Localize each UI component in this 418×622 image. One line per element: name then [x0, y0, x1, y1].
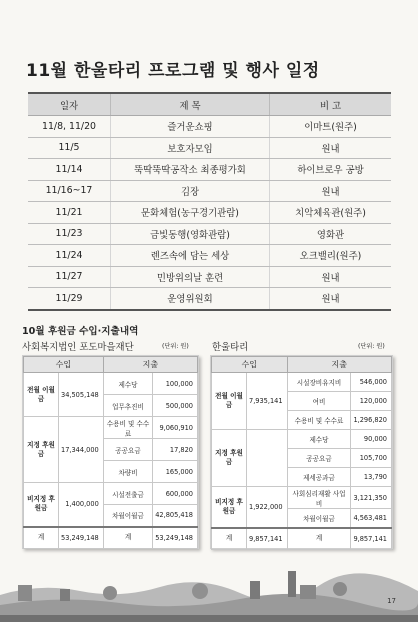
cell-date: 11/27: [28, 266, 111, 288]
expense-amount: 4,563,481: [351, 509, 392, 528]
landscape-illustration: [0, 565, 418, 622]
income-amount: 17,344,000: [59, 417, 104, 483]
cell-title: 운영위원회: [111, 288, 270, 310]
left-finance-table: [23, 356, 198, 549]
left-unit-label: (단위: 원): [162, 343, 189, 350]
schedule-table: [28, 92, 391, 311]
cell-date: 11/5: [28, 137, 111, 159]
cell-title: 보호자모임: [111, 137, 270, 159]
cell-title: 김장: [111, 180, 270, 202]
table-row: [28, 245, 391, 267]
income-amount: 7,935,141: [247, 373, 288, 430]
left-finance-card: [22, 355, 199, 549]
header-note: 비 고: [270, 93, 392, 116]
table-row: [28, 266, 391, 288]
cell-note: 이마트(원주): [270, 116, 392, 138]
cell-date: 11/16~17: [28, 180, 111, 202]
expense-item: 수용비 및 수수료: [103, 417, 152, 439]
income-header: 수입: [24, 357, 104, 373]
expense-item: 제수당: [103, 373, 152, 395]
income-amount: 1,922,000: [247, 487, 288, 528]
cell-note: 치악체육관(원주): [270, 202, 392, 224]
expense-item: 사회심리재활 사업비: [287, 487, 351, 509]
category-carryover: 전월 이월금: [24, 373, 59, 417]
finance-section-title: 10월 후원금 수입·지출내역: [22, 326, 139, 337]
cell-note: 원내: [270, 266, 392, 288]
category-carryover: 전월 이월금: [212, 373, 247, 430]
expense-item: 수용비 및 수수료: [287, 411, 351, 430]
income-amount: 34,505,148: [59, 373, 104, 417]
schedule-header-row: [28, 93, 391, 116]
right-unit-label: (단위: 원): [358, 343, 385, 350]
expense-amount: 17,820: [153, 439, 198, 461]
cell-title: 문화체험(농구경기관람): [111, 202, 270, 224]
income-amount: 1,400,000: [59, 483, 104, 527]
income-header: 수입: [212, 357, 288, 373]
total-expense: 53,249,148: [153, 527, 198, 549]
header-title: 제 목: [111, 93, 270, 116]
cell-note: 영화관: [270, 223, 392, 245]
cell-date: 11/8, 11/20: [28, 116, 111, 138]
total-label: 계: [103, 527, 152, 549]
cell-date: 11/23: [28, 223, 111, 245]
cell-date: 11/14: [28, 159, 111, 181]
expense-amount: 42,805,418: [153, 505, 198, 527]
table-row: [28, 202, 391, 224]
total-label: 계: [212, 528, 247, 550]
cell-title: 렌즈속에 담는 세상: [111, 245, 270, 267]
expense-amount: 105,700: [351, 449, 392, 468]
cell-date: 11/21: [28, 202, 111, 224]
total-income: 9,857,141: [247, 528, 288, 550]
expense-amount: 165,000: [153, 461, 198, 483]
expense-item: 차량비: [103, 461, 152, 483]
cell-title: 민방위의날 훈련: [111, 266, 270, 288]
expense-item: 업무추진비: [103, 395, 152, 417]
expense-amount: 9,060,910: [153, 417, 198, 439]
expense-item: 시설전출금: [103, 483, 152, 505]
expense-header: 지출: [287, 357, 391, 373]
expense-header: 지출: [103, 357, 197, 373]
total-expense: 9,857,141: [351, 528, 392, 550]
cell-note: 원내: [270, 288, 392, 310]
cell-title: 즐거운쇼핑: [111, 116, 270, 138]
category-designated: 지정 후원금: [212, 430, 247, 487]
table-row: [28, 159, 391, 181]
right-finance-card: [210, 355, 393, 549]
expense-amount: 100,000: [153, 373, 198, 395]
expense-amount: 120,000: [351, 392, 392, 411]
expense-item: 차월이월금: [287, 509, 351, 528]
expense-item: 공공요금: [287, 449, 351, 468]
table-row: [28, 223, 391, 245]
total-income: 53,249,148: [59, 527, 104, 549]
expense-amount: 600,000: [153, 483, 198, 505]
expense-amount: 90,000: [351, 430, 392, 449]
total-label: 계: [287, 528, 351, 550]
page-title: 11월 한울타리 프로그램 및 행사 일정: [26, 61, 320, 81]
header-date: 일자: [28, 93, 111, 116]
total-label: 계: [24, 527, 59, 549]
category-undesignated: 비지정 후원금: [24, 483, 59, 527]
category-undesignated: 비지정 후원금: [212, 487, 247, 528]
table-row: [28, 116, 391, 138]
table-row: [28, 288, 391, 310]
cell-title: 뚝딱뚝딱공작소 최종평가회: [111, 159, 270, 181]
expense-item: 공공요금: [103, 439, 152, 461]
table-row: [28, 180, 391, 202]
cell-date: 11/24: [28, 245, 111, 267]
foundation-name: 사회복지법인 포도마을재단: [22, 342, 134, 353]
expense-amount: 3,121,350: [351, 487, 392, 509]
cell-title: 금빛동행(영화관람): [111, 223, 270, 245]
expense-item: 제수당: [287, 430, 351, 449]
hanultari-name: 한울타리: [212, 342, 249, 353]
cell-note: 원내: [270, 137, 392, 159]
expense-amount: 546,000: [351, 373, 392, 392]
expense-amount: 1,296,820: [351, 411, 392, 430]
category-designated: 지정 후원금: [24, 417, 59, 483]
income-amount: [247, 430, 288, 487]
expense-item: 차월이월금: [103, 505, 152, 527]
cell-note: 오크밸리(원주): [270, 245, 392, 267]
right-finance-table: [211, 356, 392, 550]
cell-note: 원내: [270, 180, 392, 202]
table-row: [28, 137, 391, 159]
page-number: 17: [387, 597, 396, 605]
expense-amount: 13,790: [351, 468, 392, 487]
cell-note: 하이브로우 공방: [270, 159, 392, 181]
expense-item: 시설장비유지비: [287, 373, 351, 392]
expense-amount: 500,000: [153, 395, 198, 417]
expense-item: 제세공과금: [287, 468, 351, 487]
cell-date: 11/29: [28, 288, 111, 310]
expense-item: 여비: [287, 392, 351, 411]
